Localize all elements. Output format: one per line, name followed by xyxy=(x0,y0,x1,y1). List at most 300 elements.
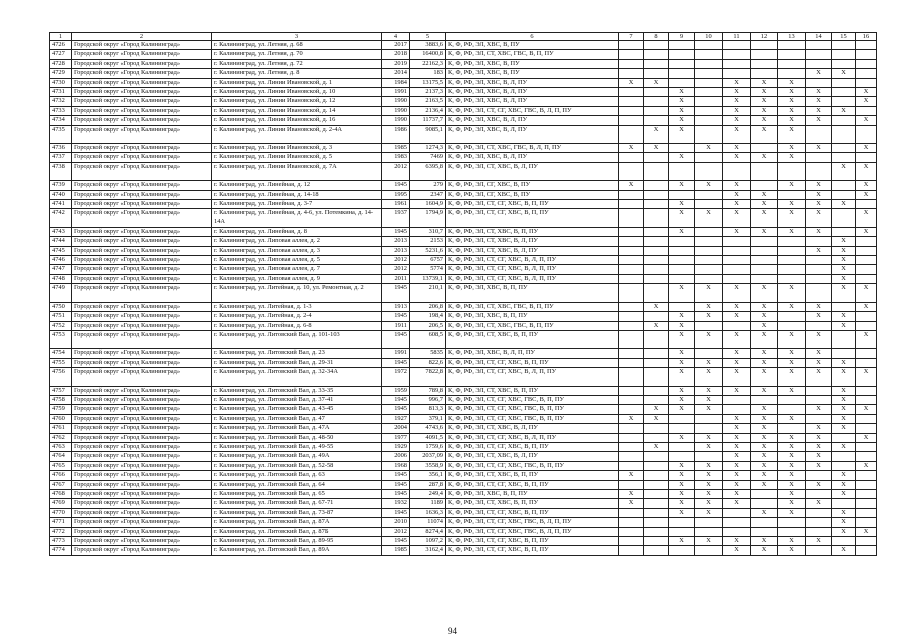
mark-cell: X xyxy=(695,508,723,517)
utilities-cell: К, Ф, РФ, ЭЛ, СТ, СГ, ХВС, В, П, ПУ xyxy=(446,358,619,367)
utilities-cell: К, Ф, РФ, ЭЛ, СТ, СГ, ХВС, В, П, ПУ xyxy=(446,442,619,451)
address-cell: г. Калининград, ул. Линии Ивановской, д. 1 xyxy=(212,78,382,87)
mark-cell xyxy=(806,518,832,527)
area-cell: 8274,4 xyxy=(410,527,446,536)
mark-cell: X xyxy=(751,116,778,125)
year-built-cell: 1984 xyxy=(382,78,410,87)
year-built-cell: 1991 xyxy=(382,88,410,97)
table-row xyxy=(50,358,877,367)
mark-cell: X xyxy=(751,227,778,236)
mark-cell: X xyxy=(695,480,723,489)
mark-cell xyxy=(695,246,723,255)
mark-cell: X xyxy=(669,499,695,508)
mark-cell: X xyxy=(669,537,695,546)
area-cell: 249,4 xyxy=(410,489,446,498)
mark-cell: X xyxy=(751,106,778,115)
table-row xyxy=(50,452,877,461)
mark-cell: X xyxy=(751,190,778,199)
mark-cell xyxy=(856,480,877,489)
mark-cell: X xyxy=(856,209,877,227)
mark-cell xyxy=(644,237,669,246)
mark-cell xyxy=(669,546,695,555)
municipality-cell: Городской округ «Город Калининград» xyxy=(72,284,212,302)
mark-cell: X xyxy=(723,452,751,461)
mark-cell xyxy=(669,162,695,180)
row-number-cell: 4773 xyxy=(50,537,72,546)
mark-cell xyxy=(695,88,723,97)
mark-cell xyxy=(619,395,644,404)
mark-cell: X xyxy=(669,97,695,106)
mark-cell xyxy=(723,321,751,330)
area-cell: 22162,3 xyxy=(410,59,446,68)
mark-cell xyxy=(619,200,644,209)
year-built-cell: 1945 xyxy=(382,312,410,321)
mark-cell: X xyxy=(832,480,856,489)
mark-cell: X xyxy=(806,537,832,546)
mark-cell xyxy=(669,424,695,433)
mark-cell: X xyxy=(751,349,778,358)
mark-cell xyxy=(695,265,723,274)
mark-cell xyxy=(856,256,877,265)
utilities-cell: К, Ф, РФ, ЭЛ, СГ, ХВС, В, ПУ xyxy=(446,181,619,190)
mark-cell xyxy=(832,209,856,227)
area-cell: 996,7 xyxy=(410,395,446,404)
year-built-cell: 1991 xyxy=(382,349,410,358)
mark-cell xyxy=(778,405,806,414)
mark-cell xyxy=(695,116,723,125)
mark-cell xyxy=(832,41,856,50)
municipality-cell: Городской округ «Город Калининград» xyxy=(72,442,212,451)
mark-cell xyxy=(856,246,877,255)
mark-cell: X xyxy=(723,144,751,153)
mark-cell xyxy=(751,274,778,283)
utilities-cell: К, Ф, РФ, ЭЛ, СТ, ХВС, В, Л, ПУ xyxy=(446,162,619,180)
mark-cell xyxy=(644,88,669,97)
address-cell: г. Калининград, ул. Летняя, д. 8 xyxy=(212,69,382,78)
municipality-cell: Городской округ «Город Калининград» xyxy=(72,312,212,321)
table-row xyxy=(50,256,877,265)
municipality-cell: Городской округ «Город Калининград» xyxy=(72,302,212,311)
mark-cell xyxy=(723,395,751,404)
utilities-cell: К, Ф, РФ, ЭЛ, СТ, СГ, ХВС, ГВС, В, Л, П, ПУ xyxy=(446,527,619,536)
area-cell: 2347 xyxy=(410,190,446,199)
mark-cell xyxy=(723,237,751,246)
column-number-header: 1 xyxy=(50,33,72,41)
mark-cell xyxy=(669,414,695,423)
utilities-cell: К, Ф, РФ, ЭЛ, СТ, ХВС, ГВС, В, П, ПУ xyxy=(446,50,619,59)
mark-cell xyxy=(832,97,856,106)
mark-cell xyxy=(751,50,778,59)
mark-cell xyxy=(856,414,877,423)
table-row xyxy=(50,237,877,246)
table-row xyxy=(50,527,877,536)
mark-cell xyxy=(619,480,644,489)
area-cell: 3883,6 xyxy=(410,41,446,50)
address-cell: г. Калининград, ул. Липовая аллея, д. 3 xyxy=(212,246,382,255)
mark-cell: X xyxy=(832,508,856,517)
mark-cell xyxy=(619,237,644,246)
column-number-header: 13 xyxy=(778,33,806,41)
mark-cell xyxy=(806,59,832,68)
mark-cell: X xyxy=(856,97,877,106)
mark-cell: X xyxy=(669,181,695,190)
row-number-cell: 4768 xyxy=(50,489,72,498)
mark-cell xyxy=(644,480,669,489)
mark-cell xyxy=(856,41,877,50)
table-row xyxy=(50,69,877,78)
municipality-cell: Городской округ «Город Калининград» xyxy=(72,480,212,489)
mark-cell xyxy=(856,518,877,527)
mark-cell: X xyxy=(778,181,806,190)
row-number-cell: 4735 xyxy=(50,125,72,143)
table-row xyxy=(50,284,877,302)
area-cell: 6757 xyxy=(410,256,446,265)
address-cell: г. Калининград, ул. Литовский Вал, д. 49-55 xyxy=(212,442,382,451)
mark-cell: X xyxy=(669,471,695,480)
mark-cell: X xyxy=(723,209,751,227)
utilities-cell: К, Ф, РФ, ЭЛ, СТ, СГ, ХВС, ГВС, В, Л, П, ПУ xyxy=(446,518,619,527)
mark-cell xyxy=(619,88,644,97)
mark-cell: X xyxy=(806,106,832,115)
mark-cell xyxy=(832,78,856,87)
mark-cell xyxy=(832,144,856,153)
mark-cell: X xyxy=(669,405,695,414)
mark-cell: X xyxy=(832,265,856,274)
year-built-cell: 1977 xyxy=(382,433,410,442)
table-row xyxy=(50,546,877,555)
address-cell: г. Калининград, ул. Литовский Вал, д. 63 xyxy=(212,471,382,480)
utilities-cell: К, Ф, РФ, ЭЛ, ХВС, В, Л, ПУ xyxy=(446,97,619,106)
mark-cell xyxy=(695,69,723,78)
mark-cell xyxy=(669,527,695,536)
mark-cell xyxy=(619,246,644,255)
mark-cell: X xyxy=(806,302,832,311)
municipality-cell: Городской округ «Город Калининград» xyxy=(72,321,212,330)
mark-cell: X xyxy=(723,489,751,498)
mark-cell: X xyxy=(751,330,778,348)
municipality-cell: Городской округ «Город Калининград» xyxy=(72,499,212,508)
mark-cell: X xyxy=(723,125,751,143)
table-row xyxy=(50,190,877,199)
mark-cell xyxy=(856,50,877,59)
area-cell: 1636,3 xyxy=(410,508,446,517)
mark-cell xyxy=(778,246,806,255)
mark-cell xyxy=(644,190,669,199)
mark-cell: X xyxy=(669,125,695,143)
municipality-cell: Городской округ «Город Калининград» xyxy=(72,527,212,536)
municipality-cell: Городской округ «Город Калининград» xyxy=(72,190,212,199)
mark-cell xyxy=(751,246,778,255)
mark-cell xyxy=(856,78,877,87)
mark-cell: X xyxy=(723,312,751,321)
area-cell: 2153 xyxy=(410,237,446,246)
row-number-cell: 4754 xyxy=(50,349,72,358)
area-cell: 4091,5 xyxy=(410,433,446,442)
mark-cell xyxy=(669,518,695,527)
row-number-cell: 4733 xyxy=(50,106,72,115)
mark-cell: X xyxy=(778,461,806,470)
mark-cell: X xyxy=(751,125,778,143)
mark-cell xyxy=(856,200,877,209)
address-cell: г. Калининград, ул. Летняя, д. 72 xyxy=(212,59,382,68)
row-number-cell: 4736 xyxy=(50,144,72,153)
table-row xyxy=(50,144,877,153)
table-row xyxy=(50,312,877,321)
mark-cell: X xyxy=(832,106,856,115)
mark-cell: X xyxy=(669,200,695,209)
area-cell: 198,4 xyxy=(410,312,446,321)
utilities-cell: К, Ф, РФ, ЭЛ, СТ, ХВС, В, П, ПУ xyxy=(446,227,619,236)
mark-cell xyxy=(669,59,695,68)
mark-cell: X xyxy=(751,442,778,451)
mark-cell xyxy=(644,106,669,115)
mark-cell: X xyxy=(669,358,695,367)
address-cell: г. Калининград, ул. Литовский Вал, д. 67-71 xyxy=(212,499,382,508)
address-cell: г. Калининград, ул. Литейная, д. 2-4 xyxy=(212,312,382,321)
municipality-cell: Городской округ «Город Калининград» xyxy=(72,181,212,190)
row-number-cell: 4763 xyxy=(50,442,72,451)
address-cell: г. Калининград, ул. Литейная, д. 6-8 xyxy=(212,321,382,330)
mark-cell: X xyxy=(644,442,669,451)
table-row xyxy=(50,265,877,274)
mark-cell: X xyxy=(832,442,856,451)
area-cell: 279 xyxy=(410,181,446,190)
mark-cell xyxy=(856,508,877,517)
mark-cell xyxy=(856,106,877,115)
row-number-cell: 4739 xyxy=(50,181,72,190)
table-row xyxy=(50,78,877,87)
mark-cell: X xyxy=(723,537,751,546)
mark-cell: X xyxy=(669,227,695,236)
area-cell: 3558,9 xyxy=(410,461,446,470)
table-row xyxy=(50,330,877,348)
year-built-cell: 1959 xyxy=(382,386,410,395)
area-cell: 310,7 xyxy=(410,227,446,236)
row-number-cell: 4745 xyxy=(50,246,72,255)
mark-cell xyxy=(619,116,644,125)
address-cell: г. Калининград, ул. Линии Ивановской, д. 10 xyxy=(212,88,382,97)
row-number-cell: 4769 xyxy=(50,499,72,508)
year-built-cell: 1932 xyxy=(382,499,410,508)
year-built-cell: 2012 xyxy=(382,527,410,536)
municipality-cell: Городской округ «Город Калининград» xyxy=(72,78,212,87)
municipality-cell: Городской округ «Город Калининград» xyxy=(72,106,212,115)
page-number: 94 xyxy=(448,626,457,636)
utilities-cell: К, Ф, РФ, ЭЛ, ХВС, В, Л, ПУ xyxy=(446,78,619,87)
mark-cell: X xyxy=(751,321,778,330)
area-cell: 6395,8 xyxy=(410,162,446,180)
mark-cell: X xyxy=(723,78,751,87)
area-cell: 2136,4 xyxy=(410,106,446,115)
row-number-cell: 4767 xyxy=(50,480,72,489)
address-cell: г. Калининград, ул. Литовский Вал, д. 33-35 xyxy=(212,386,382,395)
table-row xyxy=(50,518,877,527)
mark-cell xyxy=(723,274,751,283)
municipality-cell: Городской округ «Город Калининград» xyxy=(72,256,212,265)
address-cell: г. Калининград, ул. Липовая аллея, д. 2 xyxy=(212,237,382,246)
mark-cell: X xyxy=(778,499,806,508)
mark-cell xyxy=(778,237,806,246)
row-number-cell: 4727 xyxy=(50,50,72,59)
mark-cell xyxy=(723,518,751,527)
year-built-cell: 1990 xyxy=(382,106,410,115)
mark-cell: X xyxy=(695,461,723,470)
mark-cell: X xyxy=(856,144,877,153)
mark-cell xyxy=(619,452,644,461)
mark-cell: X xyxy=(832,312,856,321)
row-number-cell: 4751 xyxy=(50,312,72,321)
mark-cell xyxy=(806,50,832,59)
mark-cell xyxy=(644,330,669,348)
mark-cell xyxy=(778,190,806,199)
mark-cell: X xyxy=(695,302,723,311)
mark-cell xyxy=(644,200,669,209)
mark-cell xyxy=(644,395,669,404)
column-number-header: 12 xyxy=(751,33,778,41)
mark-cell: X xyxy=(806,442,832,451)
mark-cell: X xyxy=(619,78,644,87)
mark-cell xyxy=(619,209,644,227)
mark-cell: X xyxy=(751,200,778,209)
mark-cell xyxy=(619,461,644,470)
mark-cell xyxy=(806,153,832,162)
year-built-cell: 1985 xyxy=(382,546,410,555)
mark-cell xyxy=(832,88,856,97)
row-number-cell: 4744 xyxy=(50,237,72,246)
mark-cell xyxy=(856,499,877,508)
mark-cell: X xyxy=(723,284,751,302)
year-built-cell: 1913 xyxy=(382,302,410,311)
utilities-cell: К, Ф, РФ, ЭЛ, СТ, СГ, ХВС, В, П, ПУ xyxy=(446,209,619,227)
municipality-cell: Городской округ «Город Калининград» xyxy=(72,358,212,367)
mark-cell xyxy=(695,78,723,87)
row-number-cell: 4728 xyxy=(50,59,72,68)
mark-cell xyxy=(695,518,723,527)
mark-cell xyxy=(644,537,669,546)
year-built-cell: 1911 xyxy=(382,321,410,330)
address-cell: г. Калининград, ул. Линии Ивановской, д. 16 xyxy=(212,116,382,125)
mark-cell xyxy=(695,125,723,143)
year-built-cell: 2018 xyxy=(382,50,410,59)
mark-cell: X xyxy=(669,349,695,358)
mark-cell: X xyxy=(644,302,669,311)
year-built-cell: 1990 xyxy=(382,97,410,106)
mark-cell xyxy=(695,106,723,115)
mark-cell: X xyxy=(695,499,723,508)
table-row xyxy=(50,386,877,395)
mark-cell xyxy=(644,452,669,461)
year-built-cell: 2012 xyxy=(382,256,410,265)
year-built-cell: 1945 xyxy=(382,181,410,190)
mark-cell xyxy=(778,274,806,283)
mark-cell: X xyxy=(832,237,856,246)
mark-cell xyxy=(619,97,644,106)
mark-cell xyxy=(778,527,806,536)
mark-cell xyxy=(619,302,644,311)
mark-cell: X xyxy=(778,302,806,311)
mark-cell: X xyxy=(751,414,778,423)
mark-cell xyxy=(619,59,644,68)
table-row xyxy=(50,209,877,227)
mark-cell: X xyxy=(695,358,723,367)
mark-cell xyxy=(619,442,644,451)
mark-cell: X xyxy=(619,181,644,190)
year-built-cell: 1945 xyxy=(382,227,410,236)
mark-cell: X xyxy=(695,471,723,480)
row-number-cell: 4764 xyxy=(50,452,72,461)
mark-cell xyxy=(832,227,856,236)
mark-cell: X xyxy=(832,424,856,433)
mark-cell xyxy=(644,508,669,517)
area-cell: 2137,3 xyxy=(410,88,446,97)
mark-cell: X xyxy=(723,116,751,125)
mark-cell: X xyxy=(669,321,695,330)
mark-cell: X xyxy=(832,414,856,423)
mark-cell: X xyxy=(778,537,806,546)
mark-cell: X xyxy=(856,227,877,236)
row-number-cell: 4746 xyxy=(50,256,72,265)
mark-cell xyxy=(669,78,695,87)
mark-cell xyxy=(644,461,669,470)
utilities-cell: К, Ф, РФ, ЭЛ, СТ, ХВС, В, П, ПУ xyxy=(446,471,619,480)
mark-cell: X xyxy=(723,471,751,480)
mark-cell: X xyxy=(723,330,751,348)
mark-cell xyxy=(644,246,669,255)
row-number-cell: 4757 xyxy=(50,386,72,395)
mark-cell xyxy=(619,106,644,115)
mark-cell xyxy=(723,246,751,255)
mark-cell: X xyxy=(778,209,806,227)
mark-cell xyxy=(751,237,778,246)
table-row xyxy=(50,405,877,414)
row-number-cell: 4756 xyxy=(50,368,72,386)
mark-cell: X xyxy=(723,368,751,386)
year-built-cell: 1945 xyxy=(382,395,410,404)
column-number-header: 15 xyxy=(832,33,856,41)
year-built-cell: 1945 xyxy=(382,358,410,367)
mark-cell xyxy=(644,227,669,236)
column-number-header: 4 xyxy=(382,33,410,41)
mark-cell xyxy=(856,237,877,246)
mark-cell xyxy=(644,256,669,265)
mark-cell: X xyxy=(695,209,723,227)
mark-cell xyxy=(806,256,832,265)
mark-cell: X xyxy=(778,284,806,302)
mark-cell xyxy=(619,330,644,348)
row-number-cell: 4752 xyxy=(50,321,72,330)
mark-cell xyxy=(695,452,723,461)
mark-cell: X xyxy=(778,386,806,395)
table-row xyxy=(50,368,877,386)
area-cell: 183 xyxy=(410,69,446,78)
area-cell: 5774 xyxy=(410,265,446,274)
year-built-cell: 2010 xyxy=(382,518,410,527)
area-cell: 4743,6 xyxy=(410,424,446,433)
utilities-cell: К, Ф, РФ, ЭЛ, ХВС, В, П, ПУ xyxy=(446,284,619,302)
mark-cell: X xyxy=(723,499,751,508)
area-cell: 11737,7 xyxy=(410,116,446,125)
column-number-header: 8 xyxy=(644,33,669,41)
address-cell: г. Калининград, ул. Литейная, д. 1-3 xyxy=(212,302,382,311)
mark-cell xyxy=(619,256,644,265)
mark-cell: X xyxy=(806,227,832,236)
address-cell: г. Калининград, ул. Литовский Вал, д. 89-95 xyxy=(212,537,382,546)
mark-cell xyxy=(619,50,644,59)
mark-cell xyxy=(669,302,695,311)
mark-cell xyxy=(806,265,832,274)
mark-cell xyxy=(806,471,832,480)
year-built-cell: 1990 xyxy=(382,116,410,125)
